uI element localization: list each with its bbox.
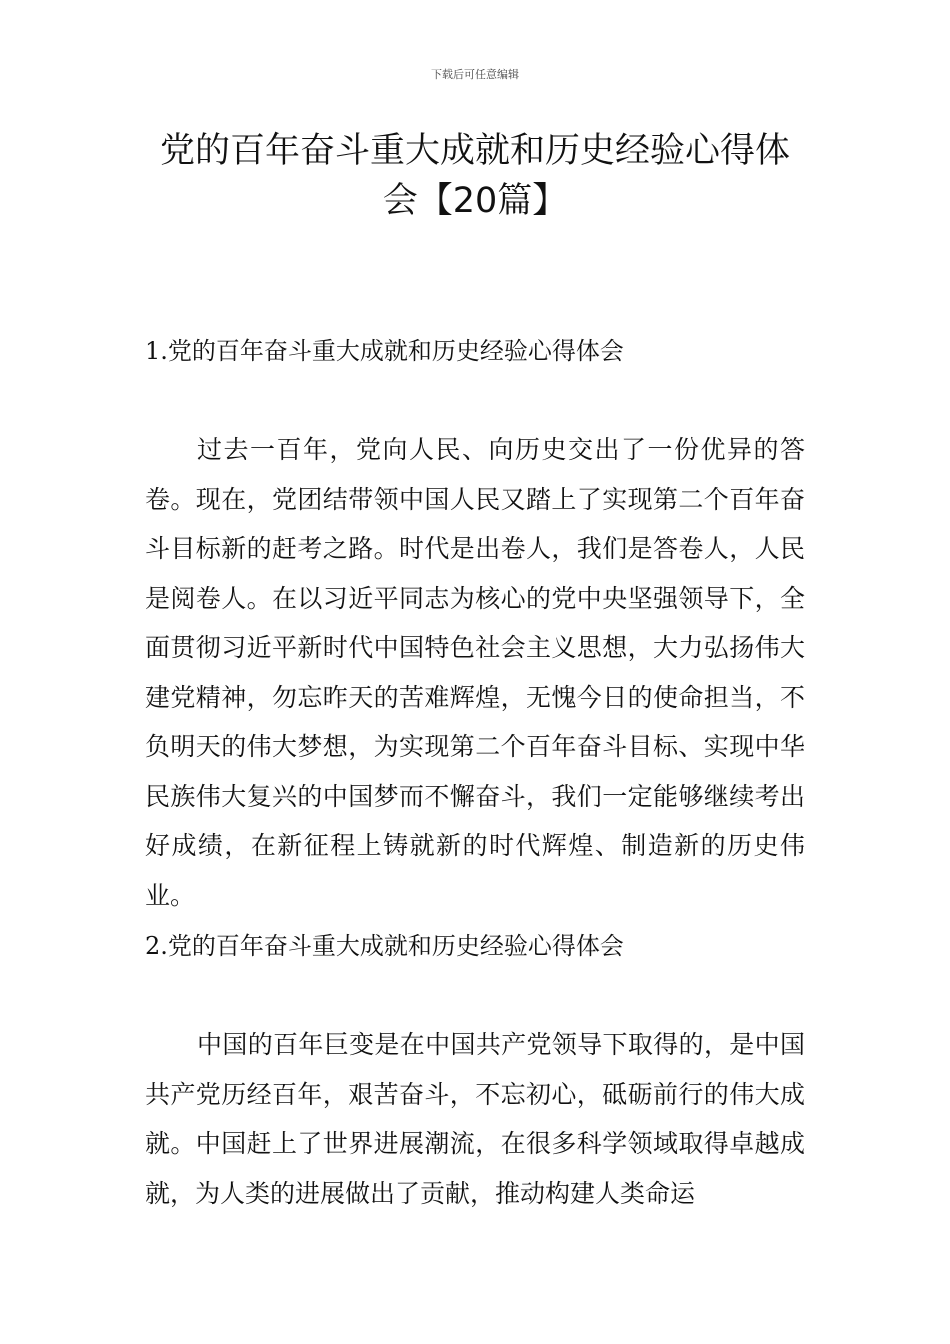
section-paragraph: 过去一百年，党向人民、向历史交出了一份优异的答卷。现在，党团结带领中国人民又踏上了实现第二个百年奋斗目标新的赶考之路。时代是出卷人，我们是答卷人，人民是阅卷人。在以习近平同志为核心的党中央坚强领导下，全面贯彻习近平新时代中国特色社会主义思想，大力弘扬伟大建党精神，勿忘昨天的苦难辉煌，无愧今日的使命担当，不负明天的伟大梦想，为实现第二个百年奋斗目标、实现中华民族伟大复兴的中国梦而不懈奋斗，我们一定能够继续考出好成绩，在新征程上铸就新的时代辉煌、制造新的历史伟业。 [145, 435, 805, 910]
document-title: 党的百年奋斗重大成就和历史经验心得体会【20篇】 [159, 131, 790, 221]
section-heading: 1.党的百年奋斗重大成就和历史经验心得体会 [145, 337, 624, 365]
section-paragraph: 中国的百年巨变是在中国共产党领导下取得的，是中国共产党历经百年，艰苦奋斗，不忘初心，砥砺前行的伟大成就。中国赶上了世界进展潮流，在很多科学领域取得卓越成就，为人类的进展做出了贡献，推动构建人类命运 [145, 1030, 805, 1208]
header-note: 下载后可任意编辑 [431, 68, 519, 81]
section-heading: 2.党的百年奋斗重大成就和历史经验心得体会 [145, 932, 624, 960]
